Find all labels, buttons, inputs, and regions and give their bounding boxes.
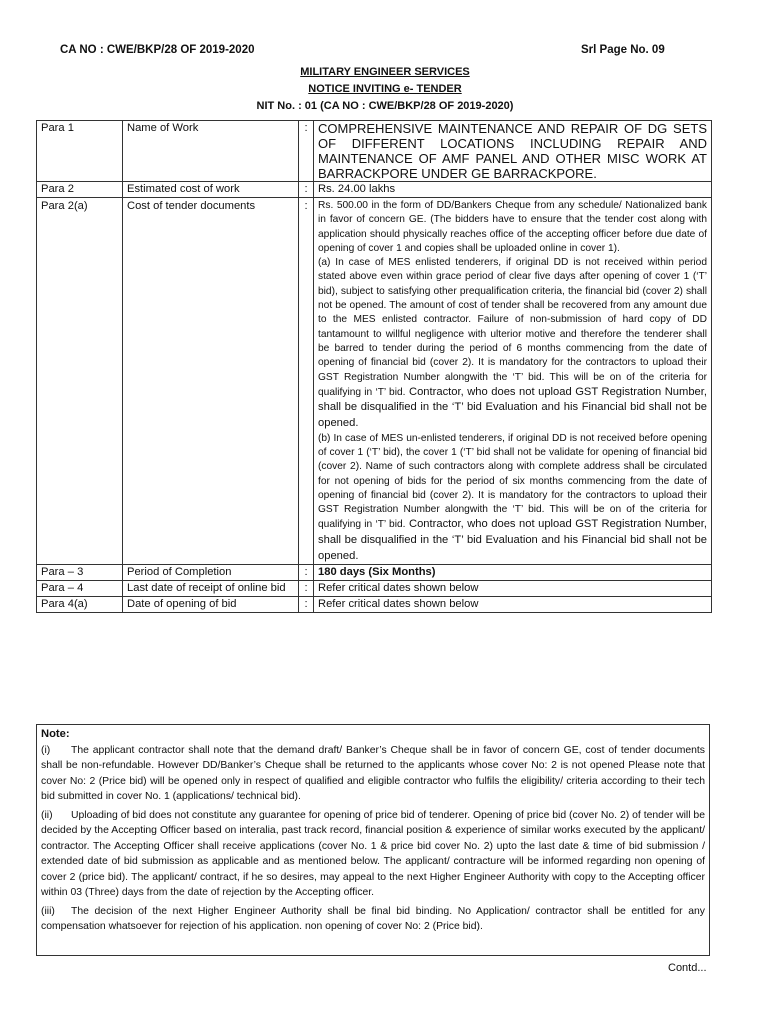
continued-marker: Contd... xyxy=(668,962,707,974)
note-item xyxy=(41,808,705,901)
note-number: (iii) xyxy=(41,905,55,917)
nit-number: NIT No. : 01 (CA NO : CWE/BKP/28 OF 2019-2020) xyxy=(256,100,514,112)
table-row xyxy=(37,597,712,613)
field-label: Estimated cost of work xyxy=(123,182,299,198)
ca-number: CA NO : CWE/BKP/28 OF 2019-2020 xyxy=(60,44,255,56)
para-number: Para 2(a) xyxy=(37,198,123,565)
separator: : xyxy=(299,182,314,198)
completion-period-value: 180 days (Six Months) xyxy=(314,565,712,581)
enlisted-disqualification-text: Contractor, who does not upload GST Registration Number, shall be disqualified in the ‘T’ bid Evaluation and his Financial bid shall not be opened. xyxy=(318,385,707,430)
note-text: The applicant contractor shall note that the demand draft/ Banker’s Cheque shall be in favor of concern GE, cost of tender documents shall be non-refundable. However DD/Banker’s Cheque shall be returned to the applicants whose cover No: 2 is not opened Please note that cover No: 2 (Price bid) will be opened only in respect of qualified and eligible contractor who fulfils the eligibility/ criteria according to their tech bid submitted in cover No. 1 (applications/ technical bid). xyxy=(41,744,705,802)
note-number: (i) xyxy=(41,744,51,756)
table-row xyxy=(37,198,712,565)
name-of-work-value: COMPREHENSIVE MAINTENANCE AND REPAIR OF DG SETS OF DIFFERENT LOCATIONS INCLUDING REPAIR AND MAINTENANCE OF AMF PANEL AND OTHER MISC WORK AT BARRACKPORE UNDER GE BARRACKPORE. xyxy=(314,121,712,182)
field-label: Date of opening of bid xyxy=(123,597,299,613)
estimated-cost-value: Rs. 24.00 lakhs xyxy=(314,182,712,198)
separator: : xyxy=(299,198,314,565)
note-title: Note: xyxy=(41,728,70,740)
field-label: Cost of tender documents xyxy=(123,198,299,565)
organization-title: MILITARY ENGINEER SERVICES xyxy=(300,66,470,78)
last-date-value: Refer critical dates shown below xyxy=(314,581,712,597)
opening-date-value: Refer critical dates shown below xyxy=(314,597,712,613)
tender-details-table xyxy=(36,120,712,613)
separator: : xyxy=(299,565,314,581)
separator: : xyxy=(299,121,314,182)
enlisted-tenderers-text: (a) In case of MES enlisted tenderers, if original DD is not received within period stated above even within grace period of clear five days after opening of cover 1 (‘T’ bid), subject to satisfying other prequalification criteria, the financial bid (cover 2) shall not be opened. The amount of cost of tender shall be recovered from any amount due to the MES enlisted contractor. Failure of non-submission of hard copy of DD tantamount to willful negligence with ulterior motive and therefore the tenderer shall be barred to tender during the period of 6 months commencing from the date of opening of financial bid (cover 2). It is mandatory for the contractors to upload their GST Registration Number alongwith the ‘T’ bid. This will be on of the criteria for qualifying in ‘T’ bid. xyxy=(318,257,707,398)
note-text: The decision of the next Higher Engineer Authority shall be final bid binding. No Application/ contractor shall be entitled for any compensation whatsoever for rejection of his application. non opening of cover No: 2 (Price bid). xyxy=(41,905,705,932)
para-number: Para 2 xyxy=(37,182,123,198)
note-item xyxy=(41,904,705,935)
field-label: Period of Completion xyxy=(123,565,299,581)
note-item xyxy=(41,743,705,805)
table-row xyxy=(37,581,712,597)
note-section xyxy=(36,724,710,956)
unenlisted-disqualification-text: Contractor, who does not upload GST Registration Number, shall be disqualified in the ‘T’ bid Evaluation and his Financial bid shall not be opened. xyxy=(318,518,707,562)
enlisted-tenderers-paragraph xyxy=(318,256,707,431)
unenlisted-tenderers-text: (b) In case of MES un-enlisted tenderers, if original DD is not received before opening of cover 1 (‘T’ bid), the cover 1 (‘T’ bid shall not be validate for opening of financial bid (cover 2). Name of such contractors along with complete address shall be circulated for not opening of bids for the period of six months commencing from the date of opening of financial bid (cover 2). It is mandatory for the contractors to upload their GST Registration Number alongwith the ‘T’ bid. This will be on of the criteria for qualifying in ‘T’ bid. xyxy=(318,432,707,531)
note-text: Uploading of bid does not constitute any guarantee for opening of price bid of tenderer. Opening of price bid (cover No. 2) of tender will be decided by the Accepting Officer based on interalia, past track record, financial position & experience of similar works executed by the applicant/ contractor. The Accepting Officer shall receive applications (cover No. 1 & price bid cover No. 2) upto the last date & time of bid submission / extended date of bid submission as applicable and as mentioned below. The applicant/ contracture will be informed regarding non opening of cover 2 (price bid). The applicant/ contract, if he so desires, may appeal to the next Higher Engineer Authority with copy to the Accepting officer within 03 (Three) days from the date of rejection by the Accepting officer. xyxy=(41,809,705,898)
para-number: Para – 4 xyxy=(37,581,123,597)
tender-cost-paragraph: Rs. 500.00 in the form of DD/Bankers Cheque from any schedule/ Nationalized bank in favor of concern GE. (The bidders have to ensure that the tender cost along with application should physically reaches office of the accepting officer before due date of opening of cover 1 and copies shall be uploaded online in cover 1). xyxy=(318,200,707,254)
notice-title: NOTICE INVITING e- TENDER xyxy=(308,83,462,95)
tender-cost-value xyxy=(314,198,712,565)
para-number: Para – 3 xyxy=(37,565,123,581)
para-number: Para 1 xyxy=(37,121,123,182)
unenlisted-tenderers-paragraph xyxy=(318,432,707,565)
separator: : xyxy=(299,597,314,613)
serial-page-number: Srl Page No. 09 xyxy=(581,44,665,56)
table-row xyxy=(37,565,712,581)
field-label: Name of Work xyxy=(123,121,299,182)
para-number: Para 4(a) xyxy=(37,597,123,613)
table-row xyxy=(37,182,712,198)
field-label: Last date of receipt of online bid xyxy=(123,581,299,597)
note-number: (ii) xyxy=(41,809,53,821)
separator: : xyxy=(299,581,314,597)
table-row xyxy=(37,121,712,182)
